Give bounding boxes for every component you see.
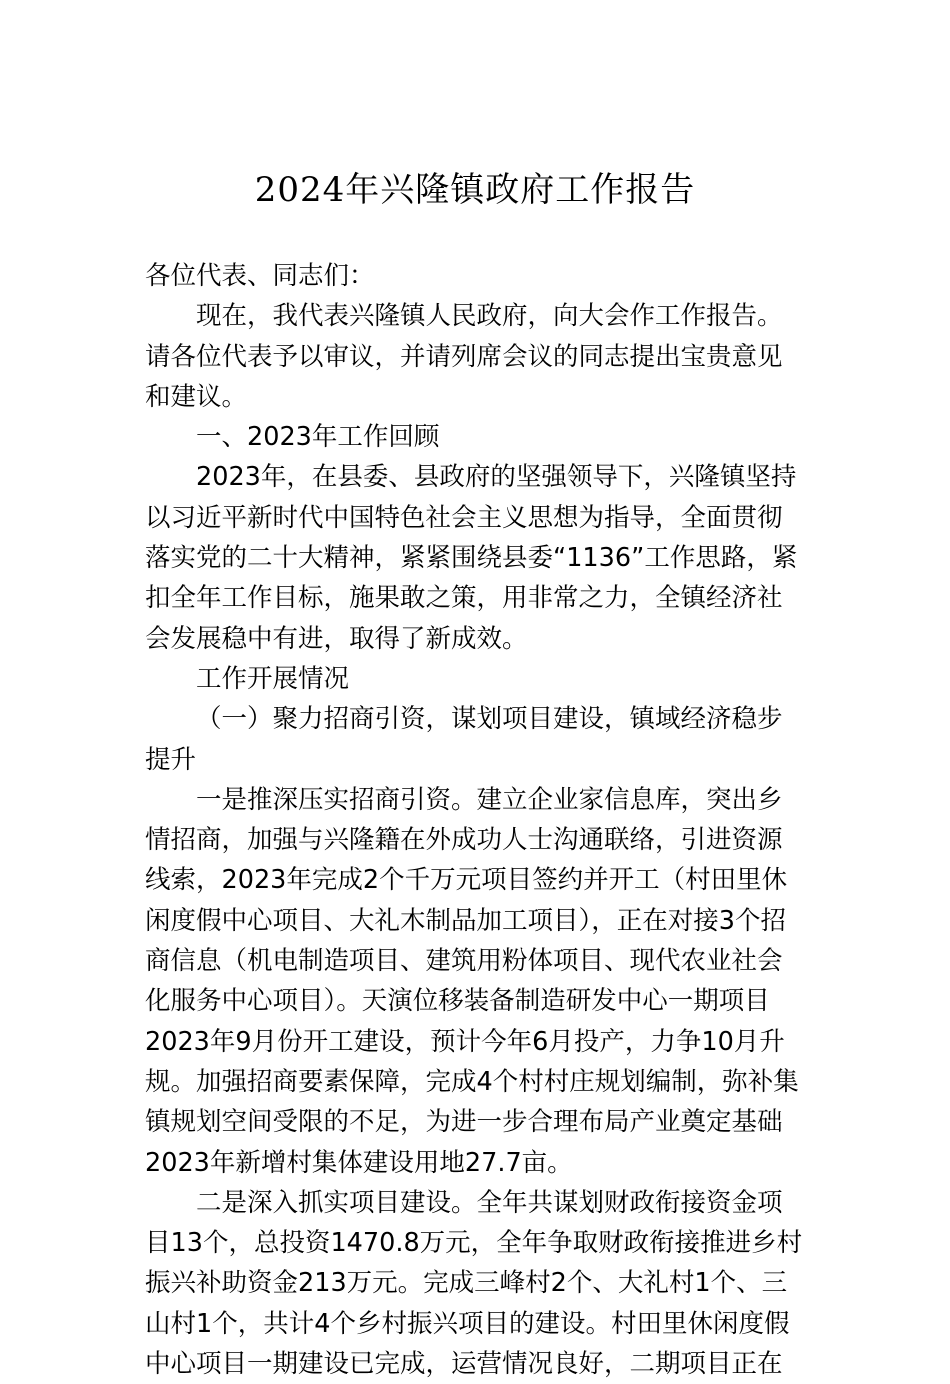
paragraph-line: 闲度假中心项目、大礼木制品加工项目），正在对接3个招 bbox=[145, 905, 786, 936]
paragraph-line: 以习近平新时代中国特色社会主义思想为指导，全面贯彻 bbox=[145, 502, 783, 533]
paragraph-line: 请各位代表予以审议，并请列席会议的同志提出宝贵意见 bbox=[145, 341, 783, 372]
subsection-heading: （一）聚力招商引资，谋划项目建设，镇域经济稳步 bbox=[196, 704, 783, 735]
paragraph-line: 二是深入抓实项目建设。全年共谋划财政衔接资金项 bbox=[196, 1187, 783, 1218]
paragraph-line: 中心项目一期建设已完成，运营情况良好，二期项目正在 bbox=[145, 1349, 783, 1380]
document-title: 2024年兴隆镇政府工作报告 bbox=[254, 170, 696, 210]
subsection-heading: 工作开展情况 bbox=[196, 663, 350, 694]
paragraph-line: 情招商，加强与兴隆籍在外成功人士沟通联络，引进资源 bbox=[145, 825, 783, 856]
paragraph-line: 现在，我代表兴隆镇人民政府，向大会作工作报告。 bbox=[196, 301, 783, 332]
paragraph-line: 化服务中心项目）。天演位移装备制造研发中心一期项目 bbox=[145, 986, 770, 1017]
paragraph-line: 和建议。 bbox=[145, 381, 248, 412]
paragraph-line: 商信息（机电制造项目、建筑用粉体项目、现代农业社会 bbox=[145, 946, 783, 977]
paragraph-line: 2023年9月份开工建设，预计今年6月投产，力争10月升 bbox=[145, 1026, 785, 1057]
paragraph-line: 2023年，在县委、县政府的坚强领导下，兴隆镇坚持 bbox=[196, 462, 797, 493]
paragraph-line: 山村1个，共计4个乡村振兴项目的建设。村田里休闲度假 bbox=[145, 1308, 790, 1339]
paragraph-line: 规。加强招商要素保障，完成4个村村庄规划编制，弥补集 bbox=[145, 1066, 799, 1097]
paragraph-line: 线索，2023年完成2个千万元项目签约并开工（村田里休 bbox=[145, 865, 788, 896]
paragraph-line: 目13个，总投资1470.8万元，全年争取财政衔接推进乡村 bbox=[145, 1228, 803, 1259]
paragraph-line: 振兴补助资金213万元。完成三峰村2个、大礼村1个、三 bbox=[145, 1268, 788, 1299]
paragraph-line: 落实党的二十大精神，紧紧围绕县委“1136”工作思路，紧 bbox=[145, 543, 798, 574]
subsection-heading: 提升 bbox=[145, 744, 197, 775]
document-body bbox=[145, 256, 810, 1384]
paragraph-line: 会发展稳中有进，取得了新成效。 bbox=[145, 623, 528, 654]
paragraph-line: 镇规划空间受限的不足，为进一步合理布局产业奠定基础 bbox=[145, 1107, 783, 1138]
paragraph-line: 扣全年工作目标，施果敢之策，用非常之力，全镇经济社 bbox=[145, 583, 783, 614]
paragraph-line: 2023年新增村集体建设用地27.7亩。 bbox=[145, 1147, 573, 1178]
salutation-line: 各位代表、同志们： bbox=[145, 261, 375, 291]
section-heading: 一、2023年工作回顾 bbox=[196, 422, 440, 453]
paragraph-line: 一是推深压实招商引资。建立企业家信息库，突出乡 bbox=[196, 784, 783, 815]
